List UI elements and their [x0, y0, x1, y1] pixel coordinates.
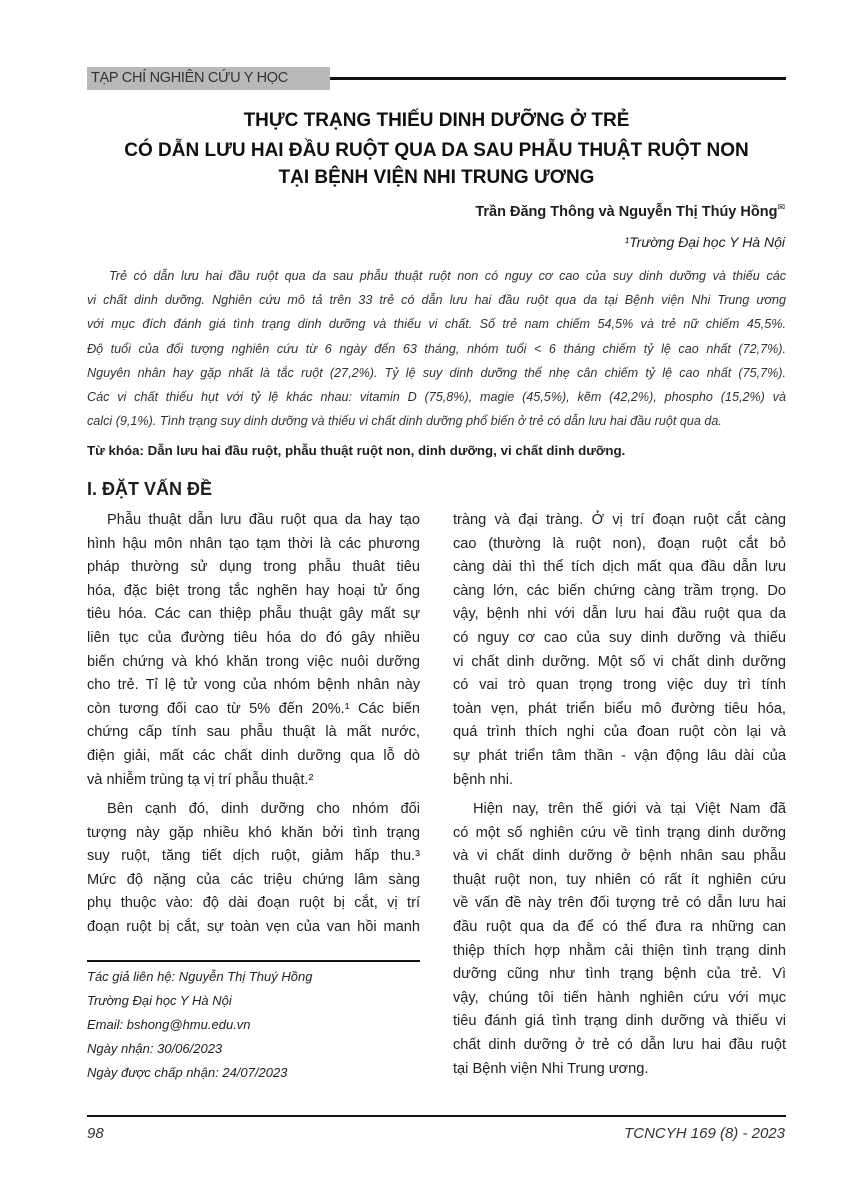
body-line: đoạn ruột bị cắt, sự toàn vẹn của van hồi manh: [87, 919, 420, 935]
body-line: chất dinh dưỡng ở trẻ có dẫn lưu hai đầu ruột: [453, 1037, 786, 1053]
abstract-line: Trẻ có dẫn lưu hai đầu ruột qua da sau phẫu thuật ruột non có nguy cơ cao của suy dinh dưỡng và thiếu các: [109, 269, 786, 283]
affiliation: ¹Trường Đại học Y Hà Nội: [624, 234, 785, 250]
body-line: cho trẻ. Tỉ lệ tử vong của nhóm bệnh nhân này: [87, 677, 420, 694]
body-line: có một số nghiên cứu về tình trạng dinh dưỡng: [453, 824, 786, 841]
body-line: pháp thường sử dụng trong phẫu thuât tiêu: [87, 559, 420, 576]
body-line: điện giải, mất các chất dinh dưỡng qua lỗ dò: [87, 748, 420, 764]
body-line: càng dài thì thể tích dịch mất qua đầu dẫn lưu: [453, 559, 786, 576]
body-line: còn tương đối cao từ 5% đến 20%.¹ Các biến: [87, 700, 420, 717]
abstract-line: với mục đích đánh giá tình trạng dinh dưỡng và thiếu vi chất. Số trẻ nam chiếm 54,5% và trẻ nữ chiếm 45,5%.: [87, 317, 786, 332]
footnote-divider: [87, 960, 420, 962]
foot-line: Ngày nhận: 30/06/2023: [87, 1041, 223, 1056]
body-line: và vi chất dinh dưỡng ở bệnh nhân sau phẫu: [453, 848, 786, 865]
author-names: Trần Đăng Thông và Nguyễn Thị Thúy Hồng: [475, 203, 778, 220]
body-line: tượng này gặp nhiều khó khăn bởi tình trạng: [87, 824, 420, 841]
abstract-line: Các vi chất thiếu hụt với tỷ lệ khác nhau: vitamin D (75,8%), magie (45,5%), kẽm (42,2%), phospho (15,2%) và: [87, 390, 786, 404]
body-line: quá trình thích nghi của đoan ruột còn lại và: [453, 724, 786, 741]
article-title-line: THỰC TRẠNG THIẾU DINH DƯỠNG Ở TRẺ: [243, 110, 630, 131]
body-line: phụ thuộc vào: độ dài đoạn ruột bị cắt, vị trí: [87, 895, 420, 912]
body-line: tràng và đại tràng. Ở vị trí đoạn ruột cắt càng: [453, 512, 786, 528]
body-line: tiêu đánh giá tình trạng dinh dưỡng và thiếu vi: [453, 1013, 786, 1030]
authors: [475, 202, 785, 220]
footer-rule: [87, 1115, 786, 1117]
body-line: thiệp thích hợp nhằm cải thiện tình trạng dinh: [453, 942, 786, 959]
body-line: cao (thường là ruột non), đoạn ruột cắt bỏ: [453, 535, 786, 552]
article-title-line: CÓ DẪN LƯU HAI ĐẦU RUỘT QUA DA SAU PHẪU THUẬT RUỘT NON: [124, 140, 749, 161]
foot-line: Ngày được chấp nhận: 24/07/2023: [87, 1065, 288, 1080]
body-line: liên tục của đường tiêu hóa do đó gây nhiều: [87, 630, 420, 646]
body-line: Phẫu thuật dẫn lưu đầu ruột qua da hay tạo: [107, 512, 420, 528]
body-line: suy ruột, tăng tiết dịch ruột, giảm hấp thu.³: [87, 848, 420, 865]
body-line: sự phát triển tâm thần - vận động lâu dài của: [453, 748, 786, 764]
body-line: Mức độ nặng của các triệu chứng lâm sàng: [87, 871, 420, 888]
abstract-line: Độ tuổi của đối tượng nghiên cứu từ 6 ngày đến 63 tháng, nhóm tuổi < 6 tháng chiếm tỷ lệ cao nhất (72,7%).: [87, 341, 786, 356]
body-line: tại Bệnh viện Nhi Trung ương.: [453, 1060, 649, 1077]
abstract-line: Nguyên nhân hay gặp nhất là tắc ruột (27,2%). Tỷ lệ suy dinh dưỡng thể nhẹ cân chiếm tỷ lệ cao nhất (75,7%).: [87, 365, 786, 380]
body-line: biến chứng và khó khăn trong việc nuôi dưỡng: [87, 653, 420, 670]
body-line: bệnh nhi.: [453, 771, 514, 788]
body-line: vậy, chúng tôi tiến hành nghiên cứu với mục: [453, 989, 786, 1006]
abstract-line: calci (9,1%). Tình trạng suy dinh dưỡng và thiếu vi chất dinh dưỡng phổ biến ở trẻ có dẫn lưu hai đầu ruột qua da.: [87, 414, 722, 429]
body-line: có vai trò quan trọng trong việc duy trì tính: [453, 677, 786, 694]
foot-line: Trường Đại học Y Hà Nội: [87, 993, 232, 1008]
body-line: và nhiễm trùng tạ vị trí phẫu thuật.²: [87, 771, 314, 788]
body-line: Bên cạnh đó, dinh dưỡng cho nhóm đối: [107, 801, 420, 817]
body-line: Hiện nay, trên thế giới và tại Việt Nam đã: [473, 801, 786, 817]
body-line: vi chất dinh dưỡng. Một số vi chất dinh dưỡng: [453, 653, 786, 670]
header-rule: [330, 77, 786, 80]
body-line: càng lớn, các biến chứng càng trầm trọng. Do: [453, 582, 786, 599]
body-line: hình hậu môn nhân tạo tạm thời là các phương: [87, 535, 420, 552]
body-line: đầu ruột qua da để có thể đưa ra những can: [453, 919, 786, 935]
journal-reference: TCNCYH 169 (8) - 2023: [624, 1125, 785, 1142]
abstract-line: vi chất dinh dưỡng. Nghiên cứu mô tả trên 33 trẻ có dẫn lưu hai đầu ruột qua da tại Bệnh viện Nhi Trung ương: [87, 293, 786, 308]
page-number: 98: [87, 1125, 104, 1142]
body-line: thuật ruột non, tuy nhiên có rất ít nghiên cứu: [453, 871, 786, 888]
keywords: Từ khóa: Dẫn lưu hai đầu ruột, phẫu thuật ruột non, dinh dưỡng, vi chất dinh dưỡng.: [87, 443, 626, 458]
body-line: về vấn đề này trên đối tượng trẻ có dẫn lưu hai: [453, 895, 786, 912]
body-line: vậy, bệnh nhi với dẫn lưu hai đầu ruột qua da: [453, 606, 786, 623]
foot-line: Tác giả liên hệ: Nguyễn Thị Thuý Hồng: [87, 969, 313, 984]
body-line: hóa, đặc biệt trong tắc nghẽn hay hoại tử ống: [87, 582, 420, 599]
article-title-line: TẠI BỆNH VIỆN NHI TRUNG ƯƠNG: [278, 167, 595, 188]
body-line: toàn vẹn, phát triển biểu mô đường tiêu hóa,: [453, 700, 786, 717]
body-line: chứng cấp tính sau phẫu thuật là mất nước,: [87, 724, 420, 741]
foot-line: Email: bshong@hmu.edu.vn: [87, 1017, 251, 1032]
section-heading: I. ĐẶT VẤN ĐỀ: [87, 479, 213, 499]
body-line: tiêu hóa. Các can thiệp phẫu thuật gây mất sự: [87, 606, 420, 623]
body-line: có nguy cơ cao của suy dinh dưỡng và thiếu: [453, 630, 786, 646]
body-line: dưỡng cũng như tình trạng bệnh của trẻ. Vì: [453, 966, 786, 983]
envelope-icon: ✉: [777, 202, 785, 212]
journal-tag: TẠP CHÍ NGHIÊN CỨU Y HỌC: [87, 67, 330, 90]
